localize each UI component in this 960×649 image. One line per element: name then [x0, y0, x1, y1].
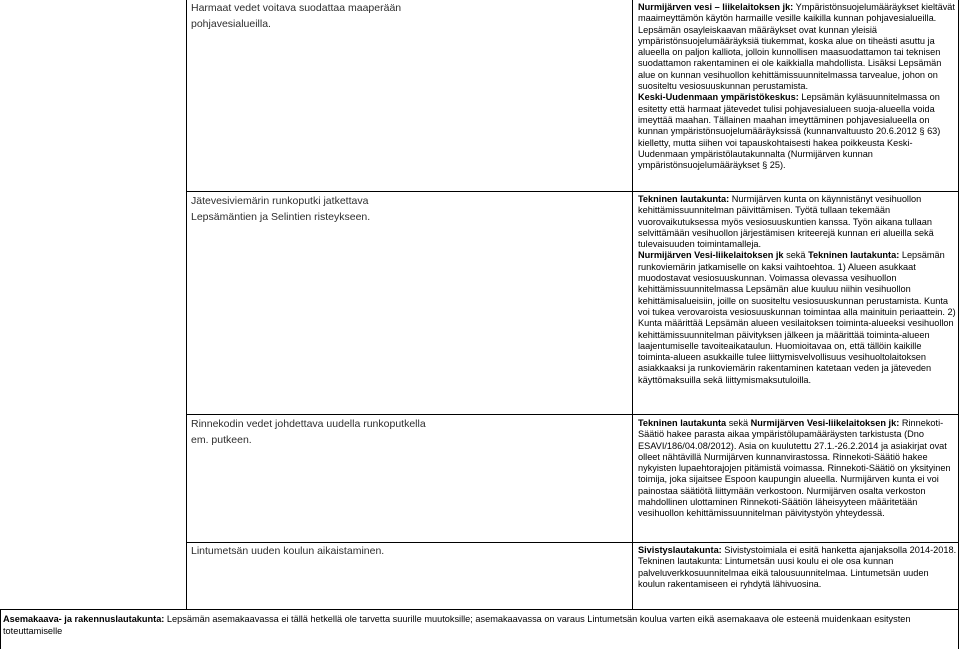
response-text: Nurmijärven kunta on käynnistänyt vesihuollon kehittämissuunnitelman päivittämisen. Työtä tullaan tekemään vuorovaikutuksessa myös vesiosuuskuntien kanssa. Työn aikana tullaan selvittämään vesihuollon järjestämisen kriteerejä kunnan eri alueilla sekä tulevaisuuden toimintamalleja. [638, 194, 934, 250]
response-text: Lepsämän asemakaavassa ei tällä hetkellä ole tarvetta suurille muutoksille; asemakaavassa on varaus Lintumetsän koulua varten eikä asemakaava ole esteenä muidenkaan esitysten toteuttamiselle [3, 614, 911, 636]
response-text: Lepsämän runkoviemärin jatkamiselle on kaksi vaihtoehtoa. 1) Alueen asukkaat muodostavat vesiosuuskunnan. Voimassa olevassa vesihuollon kehittämissuunnitelmassa Lepsämän alue kuuluu niihin vesihuollon kehittämisalueisiin, joille on suositeltu vesiosuuskunnan perustamista. Kunta voi tukea verovaroista vesiosuuskunnan toimintaa alla mainituin periaattein. 2) Kunta määrittää Lepsämän alueen vesilaitoksen toiminta-alueeksi vesihuollon kehittämissuunnitelman päivityksen jälkeen ja määrittää toiminta-alueen laajentumiselle tavoiteaikataulun. Huomioitavaa on, että tällöin kaikille toiminta-alueen asukkaille tulee liittymisvelvollisuus vesihuoltolaitoksen asiakkaaksi ja runkoviemärin rakentaminen katetaan veden ja jäteveden käyttömaksuilla sekä liittymismaksutuloilla. [638, 250, 956, 385]
response-text: Tekninen lautakunta: Lintumetsän uusi koulu ei ole osa kunnan palveluverkkosuunnitelmaa eikä talousuunnitelmaa. Lintumetsän uuden koulun rakentamiseen ei ryhdytä lähivuosina. [638, 556, 929, 589]
response-text: Sivistystoimiala ei esitä hanketta ajanjaksolla 2014-2018. [721, 545, 957, 555]
row-3-response [638, 418, 958, 520]
responder-label: Keski-Uudenmaan ympäristökeskus: [638, 92, 799, 103]
response-paragraph [638, 2, 958, 92]
response-paragraph [638, 418, 958, 520]
row-divider-4 [0, 609, 958, 610]
response-paragraph [638, 250, 958, 386]
row-2-request [191, 193, 426, 225]
responder-label: Nurmijärven Vesi-liikelaitoksen jk: [750, 418, 900, 428]
responder-label: Tekninen lautakunta [638, 418, 727, 428]
row-divider-1 [186, 191, 958, 192]
column-divider-mid [632, 0, 633, 609]
row-1-request [191, 0, 426, 32]
row-2-request-text: Jätevesiviemärin runkoputki jatkettava Lepsämäntien ja Selintien risteykseen. [191, 195, 371, 223]
row-divider-2 [186, 414, 958, 415]
responder-label: Sivistyslautakunta: [638, 545, 722, 555]
response-paragraph [638, 556, 958, 590]
response-paragraph [638, 92, 958, 171]
row-1-request-text: Harmaat vedet voitava suodattaa maaperään pohjavesialueilla. [191, 2, 402, 30]
response-paragraph [638, 545, 958, 556]
response-connector: sekä [783, 250, 809, 261]
column-divider-left [186, 0, 187, 609]
row-3-request [191, 416, 426, 448]
row-4-response [638, 545, 958, 590]
response-connector: sekä [726, 418, 751, 428]
response-text: Rinnekoti-Säätiö hakee parasta aikaa ympäristölupamääräysten tarkistusta (Dno ESAVI/186/04.08/2012). Asia on kuulutettu 27.1.-26.2.2014 ja asiakirjat ovat olleet nähtävillä Nurmijärven kunnanvirastossa. Rinnekoti-Säätiö hakee nykyisten lupaehtorajojen pitämistä voimassa. Rinnekoti-Säätiö on yksityinen toimija, joka sijaitsee Espoon kaupungin alueella. Nurmijärven kunta ei voi painostaa säätiötä liittymään verkostoon. Nurmijärven osalta verkoston mahdollinen ulottaminen Rinnekoti-Säätiön läheisyyteen määritetään vesihuollon kehittämissuunnitelman päivitystyön yhteydessä. [638, 418, 951, 519]
row-4-request [191, 543, 426, 559]
responder-label: Nurmijärven vesi – liikelaitoksen jk: [638, 2, 794, 12]
responder-label: Asemakaava- ja rakennuslautakunta: [3, 614, 165, 624]
row-2-response [638, 194, 958, 386]
response-text: Ympäristönsuojelumääräykset kieltävät maaimeyttämön käytön harmaille vesille kaikilla kunnan pohjavesialueilla. Lepsämän osayleiskaavan määräykset ovat kunnan yleisiä ympäristönsuojelumääräyksiä tiukemmat, koska alue on tiheästi asuttu ja alueella on paljon kalliota, jolloin kunnollisen maasuodattamon tai teknisen suodattamon rakentaminen ei ole kaikkialla mahdollista. Lisäksi Lepsämän alue on kunnan vesihuollon kehittämissuunnitelmassa tarvealue, johon on suositeltu vesiosuuskunnan perustamista. [638, 2, 955, 92]
response-paragraph [638, 194, 958, 250]
column-divider-right [958, 0, 959, 649]
response-text: Lepsämän kyläsuunnitelmassa on esitetty että harmaat jätevedet tulisi pohjavesialueen suoja-alueella voida imeyttää maahan. Tällainen maahan imeyttäminen pohjavesialueella on kunnan ympäristönsuojelumääräyksissä (kunnanvaltuusto 20.6.2012 § 63) kielletty, mutta siihen voi tapauskohtaisesti hakea poikkeusta Keski-Uudenmaan ympäristölautakunnalta (Nurmijärven kunnan ympäristönsuojelumääräykset § 25). [638, 92, 941, 171]
responder-label: Tekninen lautakunta: [638, 194, 730, 204]
table-border-left [0, 609, 1, 649]
bottom-statement [3, 614, 955, 637]
responder-label: Tekninen lautakunta: [808, 250, 900, 261]
responder-label: Nurmijärven Vesi-liikelaitoksen jk [638, 250, 784, 261]
row-3-request-text: Rinnekodin vedet johdettava uudella runkoputkella em. putkeen. [191, 418, 426, 446]
row-1-response [638, 2, 958, 171]
row-4-request-text: Lintumetsän uuden koulun aikaistaminen. [191, 545, 385, 557]
